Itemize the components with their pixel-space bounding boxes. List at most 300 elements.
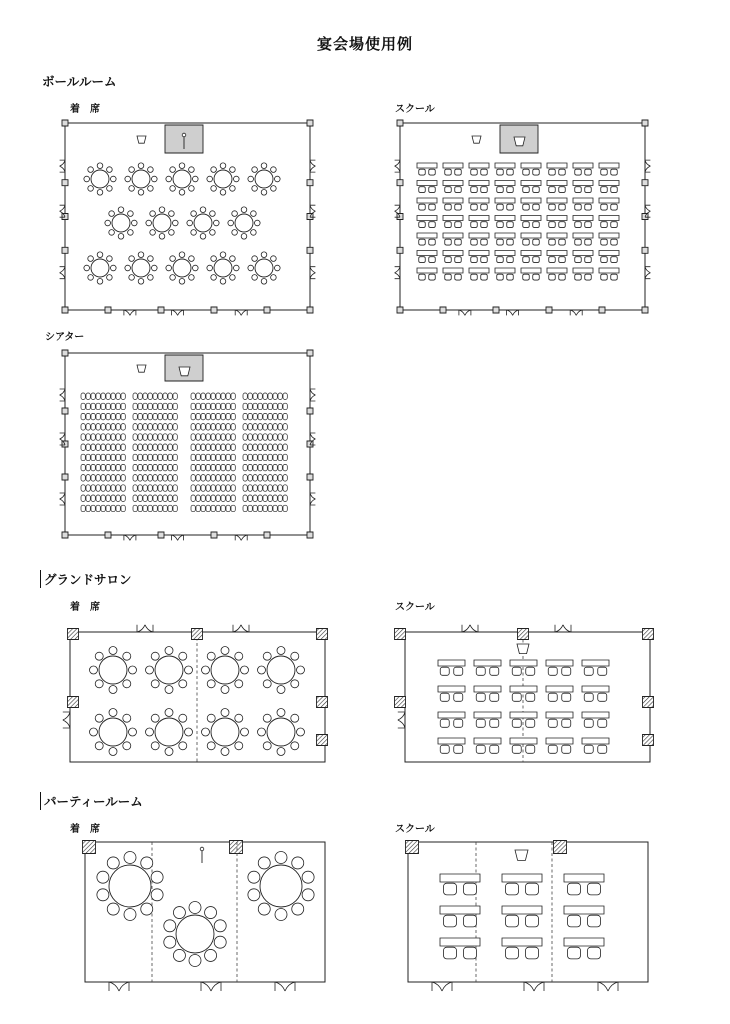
chair <box>163 393 167 400</box>
chair <box>101 485 105 492</box>
chair <box>101 495 105 502</box>
desk <box>521 198 541 203</box>
pillar <box>83 841 96 854</box>
grand-salon-banquet-floorplan <box>55 612 340 772</box>
chair <box>133 505 137 512</box>
chair <box>277 709 285 717</box>
chair <box>91 393 95 400</box>
chair <box>159 207 165 213</box>
chair <box>497 222 504 228</box>
chair <box>490 745 499 753</box>
chair <box>163 505 167 512</box>
chair <box>138 279 144 285</box>
chair <box>248 444 252 451</box>
desk <box>547 181 567 186</box>
chair <box>512 667 521 675</box>
desk <box>547 233 567 238</box>
chair <box>548 693 557 701</box>
chair <box>101 454 105 461</box>
chair <box>168 393 172 400</box>
chair <box>81 475 85 482</box>
chair <box>214 936 226 948</box>
chair <box>220 163 226 169</box>
chair <box>207 652 215 660</box>
door <box>310 389 315 401</box>
desk <box>443 181 463 186</box>
chair <box>221 485 225 492</box>
chair <box>111 176 117 182</box>
chair <box>585 204 592 210</box>
chair <box>235 680 243 688</box>
chair <box>283 475 287 482</box>
chair <box>258 434 262 441</box>
layout-label-ballroom-school: スクール <box>395 104 435 115</box>
layout-label-party-room-banquet: 着 席 <box>70 824 100 835</box>
chair <box>454 693 463 701</box>
desk <box>495 233 515 238</box>
chair <box>179 279 185 285</box>
desk <box>573 163 593 168</box>
door <box>109 982 129 991</box>
round-table <box>84 252 116 284</box>
chair <box>86 444 90 451</box>
desk <box>547 251 567 256</box>
chair <box>248 454 252 461</box>
chair <box>440 719 449 727</box>
chair <box>507 257 514 263</box>
chair <box>164 936 176 948</box>
chair <box>211 256 217 262</box>
chair <box>258 413 262 420</box>
chair <box>86 464 90 471</box>
chair <box>121 475 125 482</box>
chair <box>148 434 152 441</box>
chair <box>133 403 137 410</box>
chair <box>263 714 271 722</box>
chair <box>562 667 571 675</box>
chair <box>226 444 230 451</box>
chair <box>138 475 142 482</box>
desk <box>469 163 489 168</box>
desk <box>443 233 463 238</box>
chair <box>143 393 147 400</box>
chair <box>481 274 488 280</box>
desk <box>582 738 609 744</box>
chair <box>106 505 110 512</box>
door <box>172 310 184 315</box>
chair <box>230 256 236 262</box>
desk <box>510 686 537 692</box>
chair <box>148 275 154 281</box>
chair <box>211 275 217 281</box>
chair <box>278 454 282 461</box>
desk <box>417 233 437 238</box>
chair <box>248 505 252 512</box>
table <box>211 718 239 746</box>
chair <box>109 748 117 756</box>
desk <box>495 181 515 186</box>
chair <box>559 222 566 228</box>
chair <box>588 947 601 959</box>
chair <box>585 187 592 193</box>
door <box>459 310 471 315</box>
chair <box>584 745 593 753</box>
layout-label-ballroom-theater: シアター <box>45 332 85 343</box>
chair <box>523 169 530 175</box>
chair <box>86 424 90 431</box>
chair <box>97 252 103 258</box>
chair <box>273 505 277 512</box>
chair <box>201 495 205 502</box>
desk <box>443 198 463 203</box>
chair <box>151 680 159 688</box>
chair <box>189 167 195 173</box>
chair <box>243 454 247 461</box>
chair <box>101 505 105 512</box>
chair <box>253 464 257 471</box>
page-title: 宴会場使用例 <box>316 35 413 53</box>
chair <box>143 505 147 512</box>
chair <box>173 505 177 512</box>
chair <box>179 742 187 750</box>
chair <box>168 413 172 420</box>
chair <box>107 256 113 262</box>
chair <box>116 424 120 431</box>
door <box>645 267 650 279</box>
chair <box>549 257 556 263</box>
chair <box>258 403 262 410</box>
desk <box>474 660 501 666</box>
desk <box>438 686 465 692</box>
door <box>524 982 544 991</box>
desk <box>582 686 609 692</box>
chair <box>251 211 257 217</box>
chair <box>201 464 205 471</box>
chair <box>243 424 247 431</box>
chair <box>148 444 152 451</box>
chair <box>196 413 200 420</box>
chair <box>216 434 220 441</box>
chair <box>220 279 226 285</box>
chair <box>148 256 154 262</box>
desk <box>546 686 573 692</box>
round-table <box>187 207 219 239</box>
pillar <box>317 735 328 746</box>
door <box>398 712 405 728</box>
chair <box>191 464 195 471</box>
table <box>267 656 295 684</box>
chair <box>497 257 504 263</box>
chair <box>278 413 282 420</box>
chair <box>189 186 195 192</box>
chair <box>575 169 582 175</box>
section-title-party-room: パーティールーム <box>40 792 143 810</box>
chair <box>454 667 463 675</box>
chair <box>221 434 225 441</box>
chair <box>549 169 556 175</box>
chair <box>191 475 195 482</box>
chair <box>523 239 530 245</box>
chair <box>206 495 210 502</box>
chair <box>109 686 117 694</box>
chair <box>263 742 271 750</box>
chair <box>91 485 95 492</box>
chair <box>107 903 119 915</box>
chair <box>601 257 608 263</box>
chair <box>196 393 200 400</box>
chair <box>193 265 199 271</box>
chair <box>248 434 252 441</box>
chair <box>173 413 177 420</box>
desk <box>495 216 515 221</box>
chair <box>611 204 618 210</box>
chair <box>429 274 436 280</box>
chair <box>278 393 282 400</box>
chair <box>158 434 162 441</box>
chair <box>116 454 120 461</box>
chair <box>241 207 247 213</box>
chair <box>95 714 103 722</box>
chair <box>248 265 254 271</box>
chair <box>196 485 200 492</box>
chair <box>268 413 272 420</box>
chair <box>464 915 477 927</box>
table <box>109 865 151 907</box>
chair <box>81 424 85 431</box>
chair <box>138 505 142 512</box>
chair <box>471 204 478 210</box>
chair <box>231 464 235 471</box>
chair <box>121 485 125 492</box>
chair <box>533 239 540 245</box>
chair <box>241 234 247 240</box>
chair <box>148 186 154 192</box>
chair <box>148 475 152 482</box>
chair <box>121 464 125 471</box>
chair <box>559 274 566 280</box>
chair <box>221 475 225 482</box>
desk <box>443 251 463 256</box>
chair <box>206 403 210 410</box>
door <box>124 535 136 540</box>
chair <box>471 169 478 175</box>
round-table <box>202 647 249 694</box>
chair <box>158 464 162 471</box>
chair <box>533 222 540 228</box>
chair <box>90 666 98 674</box>
chair <box>206 413 210 420</box>
chair <box>163 495 167 502</box>
chair <box>129 275 135 281</box>
chair <box>506 883 519 895</box>
desk <box>573 268 593 273</box>
chair <box>268 444 272 451</box>
chair <box>216 444 220 451</box>
chair <box>440 745 449 753</box>
chair <box>107 167 113 173</box>
chair <box>91 403 95 410</box>
chair <box>151 652 159 660</box>
chair <box>163 454 167 461</box>
chair <box>216 424 220 431</box>
chair <box>169 230 175 236</box>
chair <box>221 495 225 502</box>
chair <box>283 485 287 492</box>
round-table <box>258 709 305 756</box>
chair <box>231 434 235 441</box>
chair <box>548 667 557 675</box>
door <box>462 625 478 632</box>
chair <box>231 495 235 502</box>
chair <box>124 852 136 864</box>
chair <box>106 485 110 492</box>
pillar <box>397 247 403 253</box>
pillar <box>406 841 419 854</box>
chair <box>165 686 173 694</box>
chair <box>226 454 230 461</box>
chair <box>231 444 235 451</box>
chair <box>91 495 95 502</box>
chair <box>211 424 215 431</box>
chair <box>263 505 267 512</box>
door <box>233 625 249 632</box>
chair <box>123 652 131 660</box>
chair <box>584 719 593 727</box>
chair <box>562 693 571 701</box>
chair <box>81 454 85 461</box>
pillar <box>62 180 68 186</box>
chair <box>153 475 157 482</box>
chair <box>533 169 540 175</box>
chair <box>445 239 452 245</box>
desk <box>495 198 515 203</box>
chair <box>179 714 187 722</box>
chair <box>273 434 277 441</box>
chair <box>153 444 157 451</box>
chair <box>179 252 185 258</box>
desk <box>564 874 604 882</box>
chair <box>481 187 488 193</box>
chair <box>95 680 103 688</box>
chair <box>220 252 226 258</box>
chair <box>173 475 177 482</box>
chair <box>243 434 247 441</box>
chair <box>111 413 115 420</box>
chair <box>226 413 230 420</box>
chair <box>231 475 235 482</box>
chair <box>81 403 85 410</box>
chair <box>151 871 163 883</box>
door <box>235 310 247 315</box>
chair <box>231 505 235 512</box>
chair <box>170 167 176 173</box>
chair <box>277 748 285 756</box>
desk <box>573 251 593 256</box>
chair <box>111 464 115 471</box>
chair <box>585 169 592 175</box>
chair <box>568 947 581 959</box>
chair <box>471 274 478 280</box>
chair <box>221 424 225 431</box>
chair <box>559 187 566 193</box>
chair <box>611 274 618 280</box>
chair <box>271 186 277 192</box>
chair <box>132 220 138 226</box>
chair <box>444 915 457 927</box>
chair <box>601 239 608 245</box>
chair <box>454 745 463 753</box>
chair <box>268 495 272 502</box>
chair <box>170 256 176 262</box>
chair <box>497 187 504 193</box>
chair <box>226 505 230 512</box>
desk <box>438 712 465 718</box>
chair <box>191 444 195 451</box>
chair <box>138 413 142 420</box>
chair <box>232 230 238 236</box>
round-table <box>125 163 157 195</box>
chair <box>116 444 120 451</box>
chair <box>241 666 249 674</box>
chair <box>91 424 95 431</box>
chair <box>153 393 157 400</box>
chair <box>243 393 247 400</box>
chair <box>163 403 167 410</box>
desk <box>495 268 515 273</box>
chair <box>129 186 135 192</box>
chair <box>196 454 200 461</box>
desk <box>547 216 567 221</box>
chair <box>584 693 593 701</box>
pillar <box>642 180 648 186</box>
chair <box>191 393 195 400</box>
desk <box>443 268 463 273</box>
chair <box>585 222 592 228</box>
table <box>235 214 253 232</box>
chair <box>111 495 115 502</box>
chair <box>455 239 462 245</box>
chair <box>148 393 152 400</box>
chair <box>152 176 158 182</box>
chair <box>263 464 267 471</box>
chair <box>201 505 205 512</box>
chair <box>196 495 200 502</box>
chair <box>230 186 236 192</box>
chair <box>271 275 277 281</box>
door <box>137 625 153 632</box>
chair <box>205 949 217 961</box>
chair <box>221 393 225 400</box>
chair <box>151 742 159 750</box>
chair <box>275 909 287 921</box>
pillar <box>317 629 328 640</box>
chair <box>210 230 216 236</box>
chair <box>273 403 277 410</box>
chair <box>611 222 618 228</box>
chair <box>268 434 272 441</box>
chair <box>211 444 215 451</box>
chair <box>96 495 100 502</box>
chair <box>548 745 557 753</box>
round-table <box>228 207 260 239</box>
chair <box>125 176 131 182</box>
chair <box>179 163 185 169</box>
chair <box>129 167 135 173</box>
chair <box>283 413 287 420</box>
chair <box>164 920 176 932</box>
chair <box>533 274 540 280</box>
chair <box>481 222 488 228</box>
